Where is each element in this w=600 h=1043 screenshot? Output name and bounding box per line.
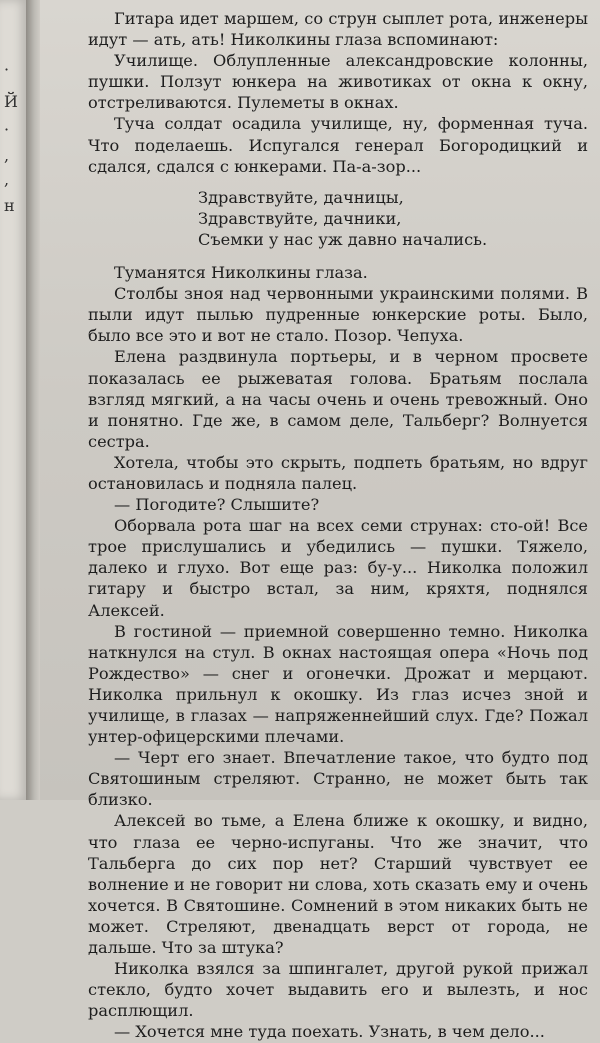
paragraph: Туманятся Николкины глаза. xyxy=(114,263,368,283)
left-page-fragment: · xyxy=(4,60,10,79)
paragraph: — Черт его знает. Впечатление такое, что будто под Святошиным стреляют. Странно, не может быть так близко. xyxy=(88,748,588,810)
paragraph: Елена раздвинула портьеры, и в черном просвете показалась ее рыжеватая голова. Братьям послала взгляд мягкий, а на часы очень и очень тревожный. Оно и понятно. Где же, в самом деле, Тальберг? Волнуется сестра. xyxy=(88,347,588,451)
paragraph: Училище. Облупленные александровские колонны, пушки. Ползут юнкера на животиках от окна к окну, отстреливаются. Пулеметы в окнах. xyxy=(88,51,588,113)
paragraph: — Хочется мне туда поехать. Узнать, в чем дело... xyxy=(114,1022,545,1042)
paragraph: Алексей во тьме, а Елена ближе к окошку, и видно, что глаза ее черно-испуганы. Что же значит, что Тальберга до сих пор нет? Старший чувствует ее волнение и не говорит ни слова, хоть сказать ему и очень хочется. В Святошине. Сомнений в этом никаких быть не может. Стреляют, двенадцать верст от города, не дальше. Что за штука? xyxy=(88,811,588,958)
paragraph: В гостиной — приемной совершенно темно. Николка наткнулся на стул. В окнах настоящая опера «Ночь под Рождество» — снег и огонечки. Дрожат и мерцают. Николка прильнул к окошку. Из глаз исчез зной и училище, в глазах — напряженнейший слух. Где? Пожал унтер-офицерскими плечами. xyxy=(88,621,588,747)
song-verse xyxy=(88,187,588,250)
left-page-fragment: , xyxy=(4,146,10,165)
paragraph: Столбы зноя над червонными украинскими полями. В пыли идут пылью пудренные юнкерские роты. Было, было все это и вот не стало. Позор. Чепуха. xyxy=(88,284,588,346)
book-page xyxy=(40,0,600,1042)
left-page-fragment: Й xyxy=(4,92,18,111)
paragraph: — Погодите? Слышите? xyxy=(114,495,320,515)
paragraph: Николка взялся за шпингалет, другой рукой прижал стекло, будто хочет выдавить его и вылезть, и нос расплющил. xyxy=(88,959,588,1021)
paragraph: Гитара идет маршем, со струн сыплет рота, инженеры идут — ать, ать! Николкины глаза вспоминают: xyxy=(88,9,588,50)
book-gutter xyxy=(26,0,40,800)
verse-line: Здравствуйте, дачники, xyxy=(198,208,402,228)
left-page-edge xyxy=(0,0,28,800)
left-page-fragment: н xyxy=(4,196,15,215)
left-page-fragment: , xyxy=(4,170,10,189)
left-page-fragment: · xyxy=(4,120,10,139)
paragraph: Хотела, чтобы это скрыть, подпеть братьям, но вдруг остановилась и подняла палец. xyxy=(88,452,588,493)
verse-line: Здравствуйте, дачницы, xyxy=(198,187,404,207)
verse-line: Съемки у нас уж давно начались. xyxy=(198,229,488,249)
paragraph: Оборвала рота шаг на всех семи струнах: сто-ой! Все трое прислушались и убедились — пушки. Тяжело, далеко и глухо. Вот еще раз: бу-у... Николка положил гитару и быстро встал, за ним, кряхтя, поднялся Алексей. xyxy=(88,516,588,620)
page-text xyxy=(88,8,588,1043)
paragraph: Туча солдат осадила училище, ну, форменная туча. Что поделаешь. Испугался генерал Богородицкий и сдался, сдался с юнкерами. Па-а-зор... xyxy=(88,114,588,176)
